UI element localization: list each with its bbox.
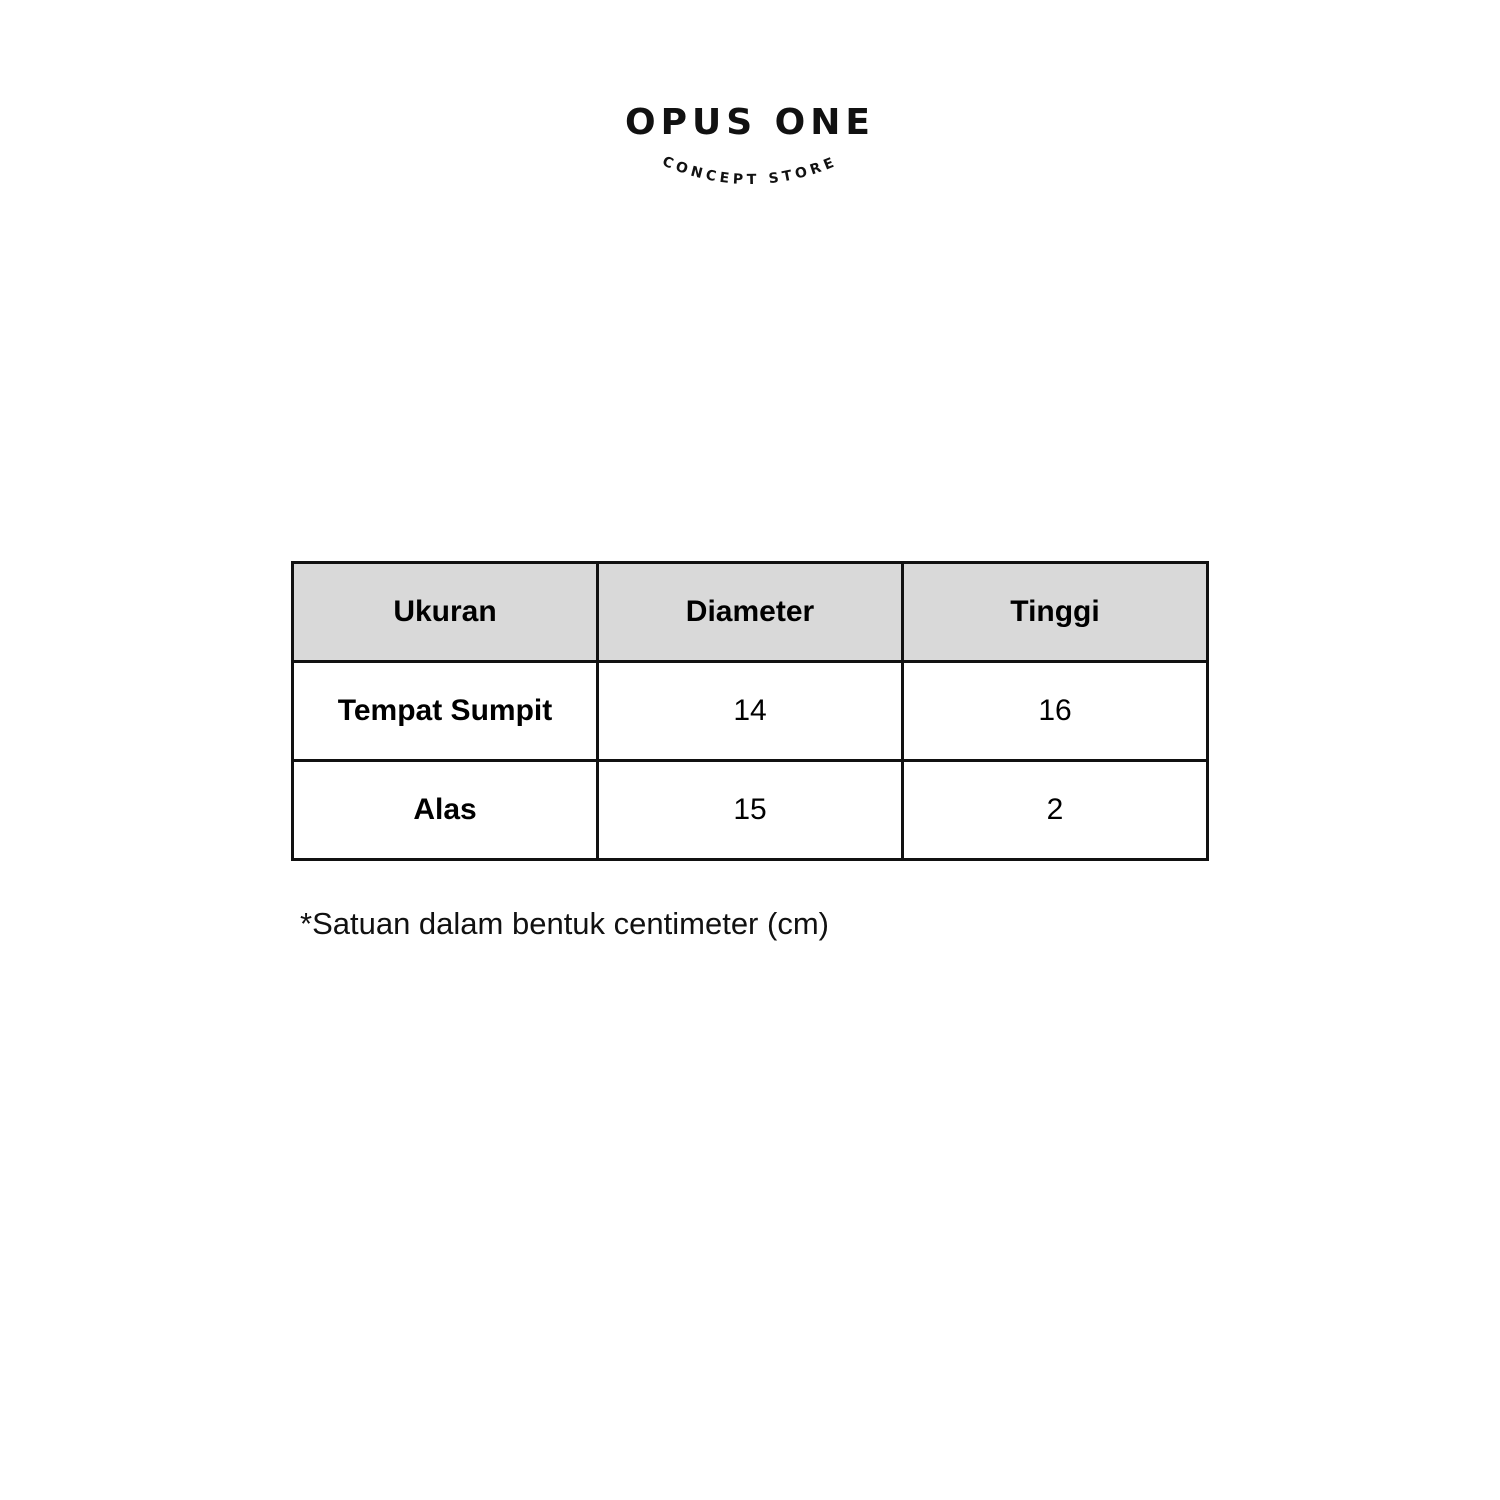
svg-text:CONCEPT STORE xyxy=(660,154,840,188)
tinggi-cell: 16 xyxy=(903,662,1208,761)
row-label: Tempat Sumpit xyxy=(293,662,598,761)
diameter-cell: 15 xyxy=(598,761,903,860)
brand-tagline xyxy=(640,154,860,204)
size-table xyxy=(291,561,1209,861)
table-row xyxy=(293,761,1208,860)
table-header-row xyxy=(293,563,1208,662)
brand-tagline-text: CONCEPT STORE xyxy=(660,154,840,189)
row-label: Alas xyxy=(293,761,598,860)
column-header-tinggi: Tinggi xyxy=(903,563,1208,662)
column-header-diameter: Diameter xyxy=(598,563,903,662)
brand-logo xyxy=(0,100,1500,204)
table-row xyxy=(293,662,1208,761)
diameter-cell: 14 xyxy=(598,662,903,761)
tinggi-cell: 2 xyxy=(903,761,1208,860)
unit-note: *Satuan dalam bentuk centimeter (cm) xyxy=(300,906,829,941)
column-header-ukuran: Ukuran xyxy=(293,563,598,662)
brand-name: OPUS ONE xyxy=(624,102,875,143)
